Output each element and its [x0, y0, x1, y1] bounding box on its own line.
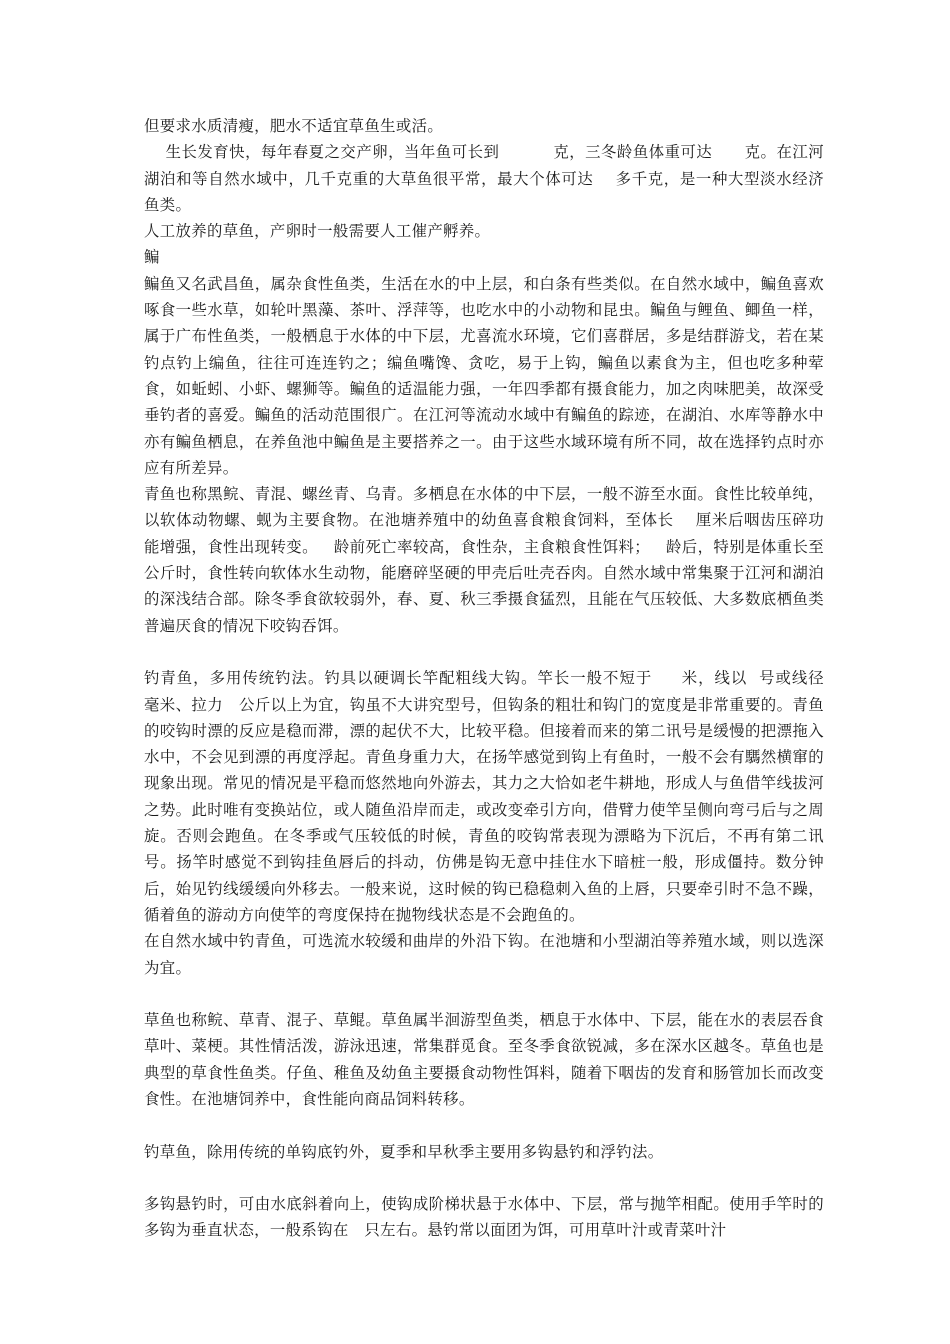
paragraph: 在自然水域中钓青鱼，可选流水较缓和曲岸的外沿下钩。在池塘和小型湖泊等养殖水域，则以选深为宜。 — [144, 932, 824, 977]
paragraph: 草鱼也称鲩、草青、混子、草鲲。草鱼属半洄游型鱼类，栖息于水体中、下层，能在水的表层吞食草叶、菜梗。其性情活泼，游泳迅速，常集群觅食。至冬季食欲锐减，多在深水区越冬。草鱼也是典型的草食性鱼类。仔鱼、稚鱼及幼鱼主要摄食动物性饵料，随着下咽齿的发育和肠管加长而改变食性。在池塘饲养中，食性能向商品饲料转移。 — [144, 1011, 824, 1108]
blank-line — [144, 1165, 824, 1191]
paragraph: 钓草鱼，除用传统的单钩底钓外，夏季和早秋季主要用多钩悬钓和浮钓法。 — [144, 1142, 664, 1161]
paragraph: 人工放养的草鱼，产卵时一般需要人工催产孵养。 — [144, 222, 491, 241]
paragraph: 生长发育快，每年春夏之交产卵，当年鱼可长到 克，三冬龄鱼体重可达 克。在江河湖泊和等自然水域中，几千克重的大草鱼很平常，最大个体可达 多千克，是一种大型淡水经济鱼类。 — [144, 143, 824, 214]
section-heading: 鳊 — [144, 248, 160, 267]
paragraph: 多钩悬钓时，可由水底斜着向上，使钩成阶梯状悬于水体中、下层，常与抛竿相配。使用手竿时的多钩为垂直状态，一般系钩在 只左右。悬钓常以面团为饵，可用草叶汁或青菜叶汁 — [144, 1195, 824, 1240]
paragraph: 青鱼也称黑鲩、青混、螺丝青、乌青。多栖息在水体的中下层，一般不游至水面。食性比较单纯，以软体动物螺、蚬为主要食物。在池塘养殖中的幼鱼喜食粮食饲料，至体长 厘米后咽齿压碎功能增强，食性出现转变。 龄前死亡率较高，食性杂，主食粮食性饵料； 龄后，特别是体重长至 公斤时，食性转向软体水生动物，能磨碎坚硬的甲壳后吐壳吞肉。自然水域中常集聚于江河和湖泊的深浅结合部。除冬季食欲较弱外，春、夏、秋三季摄食猛烈，且能在气压较低、大多数底栖鱼类普遍厌食的情况下咬钩吞饵。 — [144, 485, 845, 635]
paragraph: 钓青鱼，多用传统钓法。钓具以硬调长竿配粗线大钩。竿长一般不短于 米，线以 号或线径 毫米、拉力 公斤以上为宜，钩虽不大讲究型号，但钩条的粗壮和钩门的宽度是非常重要的。青鱼的咬钩时漂的反应是稳而滞，漂的起伏不大，比较平稳。但接着而来的第二讯号是缓慢的把漂拖入水中，不会见到漂的再度浮起。青鱼身重力大，在扬竿感觉到钩上有鱼时，一般不会有騳然横窜的现象出现。常见的情况是平稳而悠然地向外游去，其力之大恰如老牛耕地，形成人与鱼借竿线拔河之势。此时唯有变换站位，或人随鱼沿岸而走，或改变牵引方向，借臂力使竿呈侧向弯弓后与之周旋。否则会跑鱼。在冬季或气压较低的时候，青鱼的咬钩常表现为漂略为下沉后，不再有第二讯号。扬竿时感觉不到钩挂鱼唇后的抖动，仿佛是钩无意中挂住水下暗桩一般，形成僵持。数分钟后，始见钓线缓缓向外移去。一般来说，这时候的钩已稳稳刺入鱼的上唇，只要牵引时不急不躁，循着鱼的游动方向使竿的弯度保持在抛物线状态是不会跑鱼的。 — [144, 669, 856, 924]
blank-line — [144, 639, 824, 665]
document-body — [144, 113, 856, 1244]
blank-line — [144, 981, 824, 1007]
paragraph: 鳊鱼又名武昌鱼，属杂食性鱼类，生活在水的中上层，和白条有些类似。在自然水域中，鳊鱼喜欢啄食一些水草，如轮叶黑藻、茶叶、浮萍等，也吃水中的小动物和昆虫。鳊鱼与鲤鱼、鲫鱼一样，属于广布性鱼类，一般栖息于水体的中下层，尤喜流水环境，它们喜群居，多是结群游戈，若在某钓点钓上编鱼，往往可连连钓之；编鱼嘴馋、贪吃，易于上钩，鳊鱼以素食为主，但也吃多种荤食，如蚯蚓、小虾、螺狮等。鳊鱼的适温能力强，一年四季都有摄食能力，加之肉味肥美，故深受垂钓者的喜爱。鳊鱼的活动范围很广。在江河等流动水域中有鳊鱼的踪迹，在湖泊、水库等静水中亦有鳊鱼栖息，在养鱼池中鳊鱼是主要搭养之一。由于这些水域环境有所不同，故在选择钓点时亦应有所差异。 — [144, 274, 824, 477]
blank-line — [144, 1112, 824, 1138]
paragraph: 但要求水质清瘦，肥水不适宜草鱼生或活。 — [144, 117, 444, 135]
